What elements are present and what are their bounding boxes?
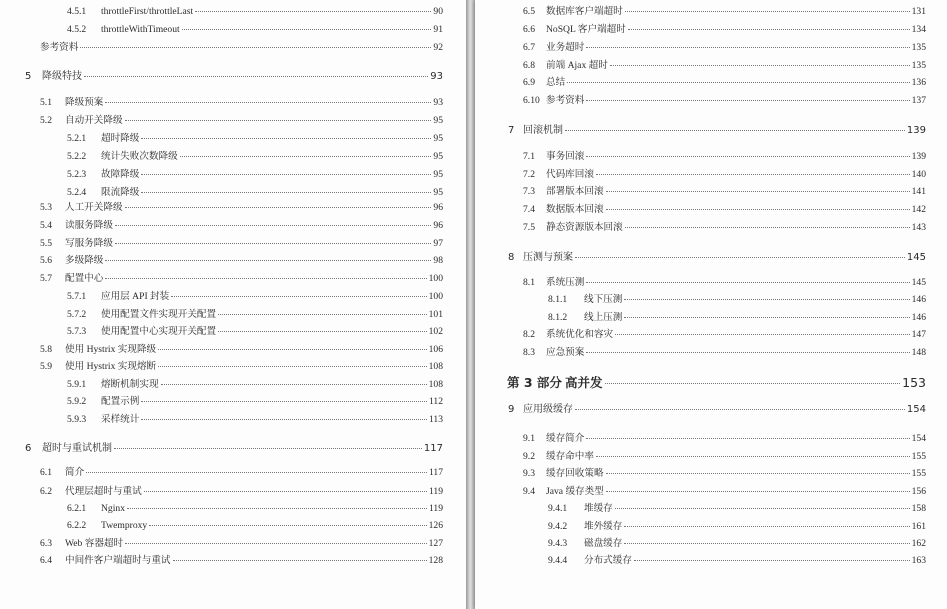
toc-entry-page-number: 148 <box>911 347 926 358</box>
toc-leader-dots <box>182 29 432 30</box>
toc-entry-title: 总结 <box>546 77 566 88</box>
toc-leader-dots <box>141 401 427 402</box>
toc-entry-page-number: 93 <box>430 71 443 82</box>
toc-leader-dots <box>615 508 910 509</box>
toc-entry <box>67 379 443 391</box>
toc-entry-page-number: 95 <box>433 133 443 144</box>
toc-entry <box>548 503 926 515</box>
toc-entry <box>40 344 443 356</box>
toc-entry-number: 6.8 <box>523 60 535 71</box>
toc-entry-number: 8 <box>508 252 515 263</box>
toc-entry-title: 超时降级 <box>101 133 140 144</box>
toc-leader-dots <box>114 448 422 449</box>
toc-entry-page-number: 98 <box>433 255 443 266</box>
toc-entry-page-number: 92 <box>433 42 443 53</box>
toc-entry-number: 6.2.2 <box>67 520 87 531</box>
toc-entry-number: 7 <box>508 125 515 136</box>
toc-entry-page-number: 113 <box>428 414 443 425</box>
toc-entry-number: 5.9.1 <box>67 379 87 390</box>
toc-entry-page-number: 117 <box>423 443 443 454</box>
toc-leader-dots <box>606 209 910 210</box>
toc-entry-title: 读服务降级 <box>65 220 113 231</box>
toc-entry <box>40 361 443 373</box>
toc-entry-title: 应用级缓存 <box>523 404 573 415</box>
toc-entry-number: 5.6 <box>40 255 52 266</box>
toc-entry-page-number: 128 <box>428 555 443 566</box>
toc-entry <box>67 133 443 145</box>
toc-entry-title: 写服务降级 <box>65 238 113 249</box>
toc-entry-title: 人工开关降级 <box>65 202 123 213</box>
toc-entry-number: 8.1.1 <box>548 294 568 305</box>
toc-leader-dots <box>567 82 909 83</box>
toc-entry <box>67 291 443 303</box>
toc-entry-title: 自动开关降级 <box>65 115 123 126</box>
toc-entry-number: 5.7.1 <box>67 291 87 302</box>
toc-leader-dots <box>86 472 427 473</box>
toc-entry-title: 参考资料 <box>40 42 79 53</box>
toc-entry <box>40 220 443 232</box>
toc-leader-dots <box>218 314 426 315</box>
toc-entry-title: 代码库回滚 <box>546 169 594 180</box>
toc-leader-dots <box>615 334 909 335</box>
toc-entry-page-number: 146 <box>911 294 926 305</box>
toc-leader-dots <box>158 349 426 350</box>
toc-entry-title: 缓存回收策略 <box>546 468 604 479</box>
toc-entry-page-number: 135 <box>911 60 926 71</box>
toc-entry-number: 5.9.3 <box>67 414 87 425</box>
toc-entry <box>548 555 926 567</box>
toc-entry-title: 堆外缓存 <box>584 521 623 532</box>
toc-entry-title: Twemproxy <box>101 520 148 531</box>
toc-entry-page-number: 127 <box>428 538 443 549</box>
toc-entry-title: 降级预案 <box>65 97 104 108</box>
toc-entry-number: 9.4.3 <box>548 538 568 549</box>
toc-entry <box>67 503 443 515</box>
toc-entry-page-number: 117 <box>428 467 443 478</box>
toc-entry <box>40 273 443 285</box>
toc-entry-page-number: 140 <box>911 169 926 180</box>
toc-entry <box>67 414 443 426</box>
toc-leader-dots <box>218 331 426 332</box>
toc-leader-dots <box>586 438 909 439</box>
toc-entry-title: 采样统计 <box>101 414 140 425</box>
toc-entry-number: 5.4 <box>40 220 52 231</box>
toc-leader-dots <box>575 409 905 410</box>
toc-entry-page-number: 154 <box>906 404 926 415</box>
toc-entry <box>67 6 443 18</box>
toc-entry-page-number: 95 <box>433 115 443 126</box>
toc-entry-page-number: 147 <box>911 329 926 340</box>
toc-entry-title: 部署版本回滚 <box>546 186 604 197</box>
toc-entry <box>548 521 926 533</box>
toc-leader-dots <box>624 317 909 318</box>
toc-leader-dots <box>144 491 427 492</box>
toc-entry-page-number: 90 <box>433 6 443 17</box>
toc-entry-title: 中间件客户端超时与重试 <box>65 555 171 566</box>
toc-entry-title: 分布式缓存 <box>584 555 632 566</box>
toc-entry-page-number: 163 <box>911 555 926 566</box>
toc-entry-page-number: 101 <box>428 309 443 320</box>
toc-entry <box>523 451 926 463</box>
toc-entry-page-number: 112 <box>428 396 443 407</box>
toc-entry-page-number: 139 <box>911 151 926 162</box>
toc-entry-number: 4.5.2 <box>67 24 87 35</box>
toc-entry-page-number: 106 <box>428 344 443 355</box>
toc-entry-page-number: 154 <box>911 433 926 444</box>
toc-entry-number: 9.4.4 <box>548 555 568 566</box>
toc-entry <box>548 538 926 550</box>
toc-entry-title: 数据版本回滚 <box>546 204 604 215</box>
toc-entry <box>548 312 926 324</box>
toc-entry-title: throttleFirst/throttleLast <box>101 6 194 17</box>
toc-entry-title: 降级特技 <box>42 71 82 82</box>
toc-entry-title: 使用 Hystrix 实现降级 <box>65 344 157 355</box>
toc-entry-title: 使用配置文件实现开关配置 <box>101 309 217 320</box>
toc-entry-title: 事务回滚 <box>546 151 585 162</box>
toc-entry <box>67 169 443 181</box>
toc-entry-number: 5.3 <box>40 202 52 213</box>
toc-entry-page-number: 155 <box>911 468 926 479</box>
toc-entry <box>523 169 926 181</box>
toc-entry <box>523 42 926 54</box>
toc-leader-dots <box>625 227 910 228</box>
toc-leader-dots <box>158 366 426 367</box>
toc-entry-number: 8.3 <box>523 347 535 358</box>
toc-entry-number: 4.5.1 <box>67 6 87 17</box>
toc-entry-page-number: 108 <box>428 379 443 390</box>
toc-entry <box>523 204 926 216</box>
toc-entry-title: 前端 Ajax 超时 <box>546 60 608 71</box>
toc-entry-page-number: 134 <box>911 24 926 35</box>
toc-entry-title: 系统优化和容灾 <box>546 329 614 340</box>
toc-entry-number: 9.4 <box>523 486 535 497</box>
toc-entry-number: 6.6 <box>523 24 535 35</box>
toc-entry-page-number: 91 <box>433 24 443 35</box>
toc-leader-dots <box>610 65 910 66</box>
toc-entry-number: 6.3 <box>40 538 52 549</box>
toc-entry-page-number: 139 <box>906 125 926 136</box>
toc-entry-page-number: 145 <box>906 252 926 263</box>
toc-entry-title: 应急预案 <box>546 347 585 358</box>
toc-leader-dots <box>115 243 431 244</box>
toc-entry-number: 8.1.2 <box>548 312 568 323</box>
right-page <box>475 0 947 609</box>
toc-entry-number: 7.1 <box>523 151 535 162</box>
toc-chapter-entry <box>25 443 443 455</box>
toc-entry <box>523 6 926 18</box>
toc-entry-number: 6.10 <box>523 95 540 106</box>
toc-entry-title: 数据库客户端超时 <box>546 6 623 17</box>
toc-leader-dots <box>606 473 910 474</box>
toc-entry <box>67 520 443 532</box>
toc-leader-dots <box>125 543 426 544</box>
toc-leader-dots <box>171 296 426 297</box>
toc-entry <box>523 468 926 480</box>
toc-entry-page-number: 100 <box>428 291 443 302</box>
toc-entry-title: 熔断机制实现 <box>101 379 159 390</box>
toc-entry-title: 业务超时 <box>546 42 585 53</box>
toc-entry-page-number: 96 <box>433 202 443 213</box>
toc-leader-dots <box>125 207 432 208</box>
toc-entry-title: 高并发 <box>565 375 603 390</box>
toc-entry <box>523 151 926 163</box>
toc-entry-title: 堆缓存 <box>584 503 613 514</box>
toc-entry-number: 9.2 <box>523 451 535 462</box>
toc-entry-title: 配置中心 <box>65 273 104 284</box>
toc-entry <box>523 347 926 359</box>
toc-leader-dots <box>628 29 910 30</box>
toc-entry-page-number: 158 <box>911 503 926 514</box>
toc-leader-dots <box>127 508 427 509</box>
toc-entry-title: 静态资源版本回滚 <box>546 222 623 233</box>
toc-entry-number: 5.2.4 <box>67 187 87 198</box>
toc-entry-title: 系统压测 <box>546 277 585 288</box>
toc-entry-page-number: 156 <box>911 486 926 497</box>
toc-entry-number: 5.7 <box>40 273 52 284</box>
toc-leader-dots <box>624 543 909 544</box>
toc-leader-dots <box>115 225 431 226</box>
toc-entry <box>523 222 926 234</box>
toc-entry <box>523 433 926 445</box>
toc-entry-title: 参考资料 <box>546 95 585 106</box>
toc-leader-dots <box>596 456 910 457</box>
toc-entry-title: 回滚机制 <box>523 125 563 136</box>
toc-entry-page-number: 102 <box>428 326 443 337</box>
toc-entry-number: 6 <box>25 443 32 454</box>
toc-entry-page-number: 135 <box>911 42 926 53</box>
toc-entry <box>40 467 443 479</box>
toc-entry-title: NoSQL 客户端超时 <box>546 24 626 35</box>
toc-entry-title: Java 缓存类型 <box>546 486 604 497</box>
toc-entry-title: 缓存命中率 <box>546 451 594 462</box>
toc-entry-number: 5.5 <box>40 238 52 249</box>
toc-entry <box>523 486 926 498</box>
toc-leader-dots <box>606 191 910 192</box>
toc-leader-dots <box>161 384 427 385</box>
toc-leader-dots <box>586 156 909 157</box>
toc-entry-page-number: 119 <box>428 503 443 514</box>
toc-entry <box>67 187 443 199</box>
toc-entry-number: 6.9 <box>523 77 535 88</box>
toc-leader-dots <box>105 260 431 261</box>
toc-leader-dots <box>606 491 910 492</box>
toc-leader-dots <box>605 383 901 384</box>
toc-entry-number: 7.4 <box>523 204 535 215</box>
toc-entry-number: 5.2.3 <box>67 169 87 180</box>
toc-entry-title: 统计失败次数降级 <box>101 151 178 162</box>
toc-entry <box>67 396 443 408</box>
toc-entry <box>40 538 443 550</box>
toc-entry-page-number: 136 <box>911 77 926 88</box>
toc-entry-number: 9.1 <box>523 433 535 444</box>
toc-chapter-entry <box>508 125 926 137</box>
toc-entry-page-number: 162 <box>911 538 926 549</box>
toc-leader-dots <box>624 526 909 527</box>
toc-entry-title: Nginx <box>101 503 125 514</box>
toc-entry-title: 简介 <box>65 467 85 478</box>
toc-entry-number: 6.2 <box>40 486 52 497</box>
toc-entry-number: 5.7.2 <box>67 309 87 320</box>
toc-entry <box>67 326 443 338</box>
toc-leader-dots <box>596 174 910 175</box>
toc-entry-number: 5.7.3 <box>67 326 87 337</box>
toc-entry-page-number: 95 <box>433 151 443 162</box>
left-page <box>0 0 466 609</box>
toc-entry-page-number: 97 <box>433 238 443 249</box>
toc-entry-number: 8.2 <box>523 329 535 340</box>
toc-entry-number: 7.2 <box>523 169 535 180</box>
toc-entry-page-number: 141 <box>911 186 926 197</box>
toc-entry <box>67 24 443 36</box>
toc-entry <box>67 151 443 163</box>
toc-leader-dots <box>125 120 432 121</box>
book-gutter <box>466 0 475 609</box>
toc-entry <box>40 486 443 498</box>
toc-entry-title: 磁盘缓存 <box>584 538 623 549</box>
toc-entry-number: 8.1 <box>523 277 535 288</box>
toc-entry-page-number: 95 <box>433 187 443 198</box>
toc-entry <box>40 202 443 214</box>
toc-entry-title: 使用配置中心实现开关配置 <box>101 326 217 337</box>
toc-entry-title: 应用层 API 封装 <box>101 291 170 302</box>
toc-entry-page-number: 142 <box>911 204 926 215</box>
toc-leader-dots <box>141 174 431 175</box>
toc-entry <box>523 24 926 36</box>
toc-entry-number: 5.8 <box>40 344 52 355</box>
toc-entry <box>523 329 926 341</box>
toc-leader-dots <box>624 299 909 300</box>
toc-leader-dots <box>105 102 431 103</box>
toc-entry-page-number: 137 <box>911 95 926 106</box>
toc-chapter-entry <box>508 404 926 416</box>
toc-entry-page-number: 119 <box>428 486 443 497</box>
toc-chapter-entry <box>25 71 443 83</box>
toc-entry-title: throttleWithTimeout <box>101 24 180 35</box>
toc-entry <box>40 97 443 109</box>
toc-entry-number: 9 <box>508 404 515 415</box>
toc-leader-dots <box>565 130 905 131</box>
toc-entry <box>548 294 926 306</box>
toc-entry-title: 超时与重试机制 <box>42 443 112 454</box>
toc-leader-dots <box>149 525 426 526</box>
toc-leader-dots <box>586 282 909 283</box>
toc-entry <box>523 277 926 289</box>
toc-entry-title: 缓存简介 <box>546 433 585 444</box>
toc-entry-page-number: 143 <box>911 222 926 233</box>
toc-entry-title: 线下压测 <box>584 294 623 305</box>
toc-leader-dots <box>575 257 905 258</box>
toc-entry <box>40 255 443 267</box>
toc-entry-number: 5.9 <box>40 361 52 372</box>
toc-leader-dots <box>586 47 909 48</box>
toc-leader-dots <box>80 47 431 48</box>
toc-leader-dots <box>141 138 431 139</box>
toc-leader-dots <box>634 560 910 561</box>
toc-entry-number: 6.1 <box>40 467 52 478</box>
toc-entry-page-number: 108 <box>428 361 443 372</box>
toc-entry <box>40 555 443 567</box>
toc-entry-title: 配置示例 <box>101 396 140 407</box>
toc-entry-page-number: 126 <box>428 520 443 531</box>
toc-entry-page-number: 153 <box>902 375 926 390</box>
toc-leader-dots <box>84 76 428 77</box>
toc-chapter-entry <box>508 252 926 264</box>
toc-entry-title: 代理层超时与重试 <box>65 486 142 497</box>
toc-leader-dots <box>586 100 909 101</box>
toc-entry-title: 限流降级 <box>101 187 140 198</box>
toc-entry-page-number: 131 <box>911 6 926 17</box>
toc-leader-dots <box>105 278 426 279</box>
toc-entry-number: 第 3 部分 <box>507 375 562 390</box>
toc-entry-page-number: 100 <box>428 273 443 284</box>
toc-entry-number: 6.5 <box>523 6 535 17</box>
toc-leader-dots <box>586 352 909 353</box>
toc-leader-dots <box>173 560 427 561</box>
toc-entry-number: 5.1 <box>40 97 52 108</box>
toc-entry-title: 故障降级 <box>101 169 140 180</box>
toc-entry-page-number: 96 <box>433 220 443 231</box>
toc-entry-number: 6.7 <box>523 42 535 53</box>
toc-entry-page-number: 145 <box>911 277 926 288</box>
toc-entry-title: 使用 Hystrix 实现熔断 <box>65 361 157 372</box>
toc-chapter-entry <box>507 375 926 391</box>
toc-entry-number: 5.9.2 <box>67 396 87 407</box>
toc-entry-page-number: 161 <box>911 521 926 532</box>
toc-entry-number: 5.2.1 <box>67 133 87 144</box>
toc-entry-number: 6.4 <box>40 555 52 566</box>
toc-entry-page-number: 155 <box>911 451 926 462</box>
toc-entry-number: 5.2 <box>40 115 52 126</box>
toc-entry <box>523 186 926 198</box>
toc-leader-dots <box>141 192 431 193</box>
toc-entry <box>67 309 443 321</box>
toc-entry <box>523 77 926 89</box>
toc-entry-number: 9.4.2 <box>548 521 568 532</box>
toc-leader-dots <box>180 156 432 157</box>
toc-entry-title: 线上压测 <box>584 312 623 323</box>
toc-entry-page-number: 93 <box>433 97 443 108</box>
toc-entry-title: 压测与预案 <box>523 252 573 263</box>
toc-entry <box>523 95 926 107</box>
toc-leader-dots <box>141 419 427 420</box>
toc-entry-number: 7.5 <box>523 222 535 233</box>
toc-entry-number: 9.3 <box>523 468 535 479</box>
toc-leader-dots <box>195 11 431 12</box>
toc-entry-number: 7.3 <box>523 186 535 197</box>
toc-leader-dots <box>625 11 910 12</box>
toc-entry-number: 5.2.2 <box>67 151 87 162</box>
toc-entry <box>40 42 443 54</box>
toc-entry <box>523 60 926 72</box>
toc-entry-page-number: 95 <box>433 169 443 180</box>
toc-entry-title: 多级降级 <box>65 255 104 266</box>
toc-entry-number: 5 <box>25 71 32 82</box>
toc-entry-title: Web 容器超时 <box>65 538 124 549</box>
toc-entry-page-number: 146 <box>911 312 926 323</box>
toc-entry <box>40 238 443 250</box>
toc-entry-number: 9.4.1 <box>548 503 568 514</box>
toc-entry <box>40 115 443 127</box>
toc-entry-number: 6.2.1 <box>67 503 87 514</box>
